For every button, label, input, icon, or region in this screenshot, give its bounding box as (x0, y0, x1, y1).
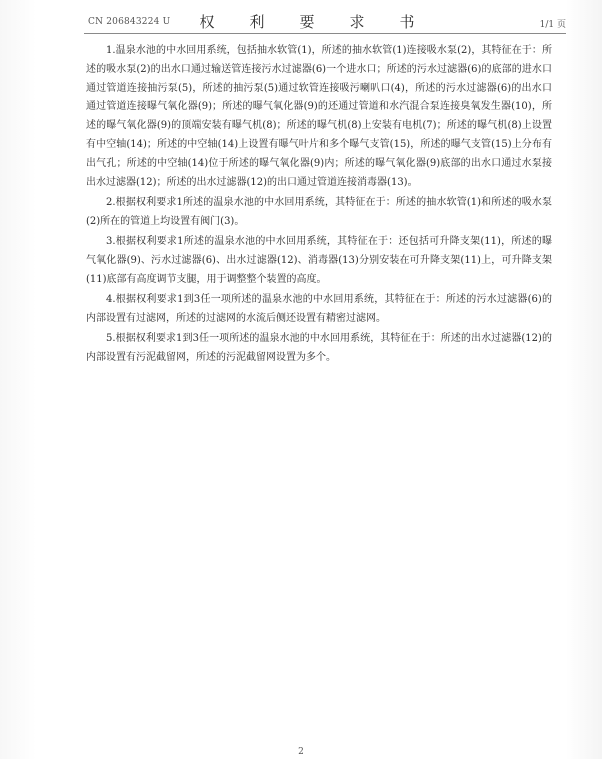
publication-number: CN 206843224 U (88, 17, 171, 27)
document-title: 权 利 要 求 书 (199, 13, 425, 31)
claim-4: 4.根据权利要求1到3任一项所述的温泉水池的中水回用系统，其特征在于：所述的污水过滤器(6)的内部设置有过滤网，所述的过滤网的水流后侧还设置有精密过滤网。 (86, 293, 552, 324)
page-number: 2 (298, 747, 304, 757)
page-header (58, 6, 566, 36)
page-count: 1/1 页 (539, 20, 566, 30)
claim-5: 5.根据权利要求1到3任一项所述的温泉水池的中水回用系统，其特征在于：所述的出水过滤器(12)的内部设置有污泥截留网，所述的污泥截留网设置为多个。 (86, 332, 552, 363)
claims-body (86, 42, 552, 369)
header-divider (84, 33, 566, 34)
claim-1: 1.温泉水池的中水回用系统，包括抽水软管(1)，所述的抽水软管(1)连接吸水泵(2)，其特征在于：所述的吸水泵(2)的出水口通过输送管连接污水过滤器(6)一个进水口；所述的污水过滤器(6)的底部的进水口通过管道连接抽污泵(5)，所述的抽污泵(5)通过软管连接吸污喇叭口(4)，所述的污水过滤器(6)的出水口通过管道连接曝气氧化器(9)；所述的曝气氧化器(9)的还通过管道和水汽混合泵连接臭氧发生器(10)，所述的曝气氧化器(9)的顶端安装有曝气机(8)；所述的曝气机(8)上安装有电机(7)；所述的曝气机(8)上设置有中空轴(14)；所述的中空轴(14)上设置有曝气叶片和多个曝气支管(15)，所述的曝气支管(15)上分布有出气孔；所述的中空轴(14)位于所述的曝气氧化器(9)内；所述的曝气氧化器(9)底部的出水口通过水泵接出水过滤器(12)；所述的出水过滤器(12)的出口通过管道连接消毒器(13)。 (86, 45, 552, 188)
claim-2: 2.根据权利要求1所述的温泉水池的中水回用系统，其特征在于：所述的抽水软管(1)和所述的吸水泵(2)所在的管道上均设置有阀门(3)。 (86, 196, 552, 227)
claim-3: 3.根据权利要求1所述的温泉水池的中水回用系统，其特征在于：还包括可升降支架(11)，所述的曝气氧化器(9)、污水过滤器(6)、出水过滤器(12)、消毒器(13)分别安装在可升降支架(11)上，可升降支架(11)底部有高度调节支腿，用于调整整个装置的高度。 (86, 235, 552, 285)
